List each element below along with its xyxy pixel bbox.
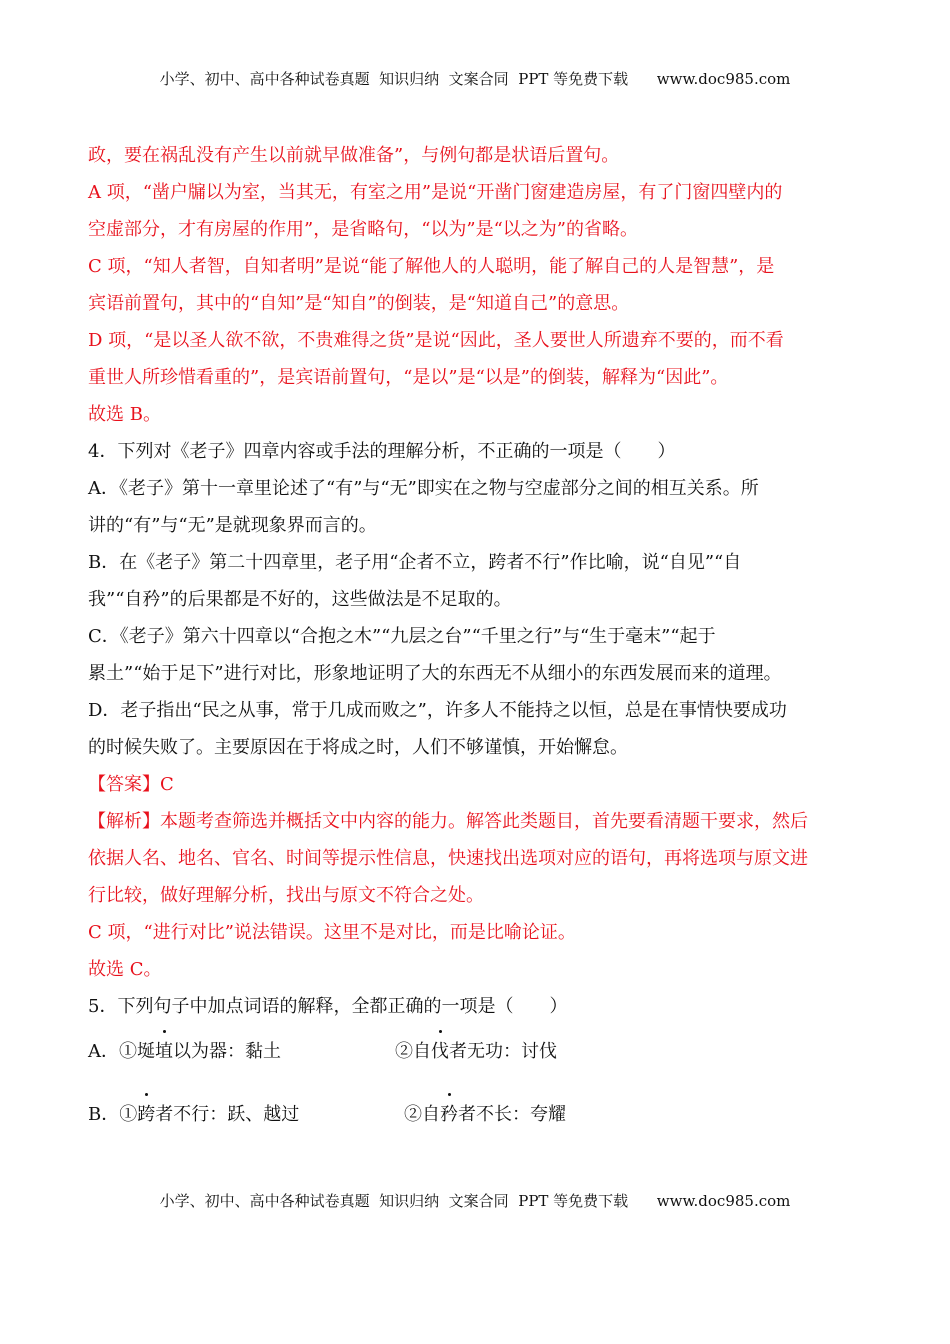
q4-option-a-line1: A．《老子》第十一章里论述了“有”与“无”即实在之物与空虚部分之间的相互关系。所	[88, 478, 759, 499]
previous-analysis	[88, 137, 863, 433]
q5-a1-dotted-word: 埴	[155, 1033, 173, 1070]
analysis-line1	[88, 803, 863, 840]
q5-b2-pre: ②自	[404, 1104, 440, 1125]
q5-b1-post: 者不行：跃、越过	[155, 1104, 300, 1125]
analysis-line: 政，要在祸乱没有产生以前就早做准备”，与例句都是状语后置句。	[88, 145, 620, 166]
analysis-line3: 行比较，做好理解分析，找出与原文不符合之处。	[88, 885, 484, 906]
question-4	[88, 433, 863, 766]
analysis-choose: 故选 C。	[88, 959, 162, 980]
question-5-stem: 5．下列句子中加点词语的解释，全都正确的一项是（ ）	[88, 996, 568, 1017]
q4-option-a-line2: 讲的“有”与“无”是就现象界而言的。	[88, 515, 377, 536]
q5-b2-dotted-word: 矜	[440, 1096, 458, 1133]
q5-option-b-prefix: B．①	[88, 1104, 138, 1125]
analysis-option-c-line2: 宾语前置句，其中的“自知”是“知自”的倒装，是“知道自己”的意思。	[88, 293, 630, 314]
analysis-text: 本题考查筛选并概括文中内容的能力。解答此类题目，首先要看清题干要求，然后	[160, 811, 808, 832]
question-5	[88, 988, 863, 1133]
q5-option-b	[88, 1096, 863, 1133]
analysis-line2: 依据人名、地名、官名、时间等提示性信息，快速找出选项对应的语句，再将选项与原文进	[88, 848, 808, 869]
q5-option-a	[88, 1033, 863, 1070]
q5-a2-post: 者无功：讨伐	[449, 1041, 557, 1062]
q4-option-d-line2: 的时候失败了。主要原因在于将成之时，人们不够谨慎，开始懈怠。	[88, 737, 628, 758]
q4-option-d-line1: D．老子指出“民之从事，常于几成而败之”，许多人不能持之以恒，总是在事情快要成功	[88, 700, 787, 721]
answer-label: 【答案】C	[88, 774, 174, 795]
q5-option-b-item2	[404, 1096, 566, 1133]
analysis-option-a-line2: 空虚部分，才有房屋的作用”，是省略句，“以为”是“以之为”的省略。	[88, 219, 639, 240]
q4-option-c-line1: C．《老子》第六十四章以“合抱之木”“九层之台”“千里之行”与“生于毫末”“起于	[88, 626, 716, 647]
analysis-option-c-line1: C 项，“知人者智，自知者明”是说“能了解他人的人聪明，能了解自己的人是智慧”，是	[88, 256, 775, 277]
question-4-answer	[88, 766, 863, 988]
q5-option-a-prefix: A．①	[88, 1041, 137, 1062]
q5-b2-post: 者不长：夸耀	[458, 1104, 566, 1125]
analysis-option-d-line1: D 项，“是以圣人欲不欲，不贵难得之货”是说“因此，圣人要世人所遗弃不要的，而不看	[88, 330, 784, 351]
analysis-label: 【解析】	[88, 811, 160, 832]
q4-option-b-line2: 我”“自矜”的后果都是不好的，这些做法是不足取的。	[88, 589, 512, 610]
analysis-line4: C 项，“进行对比”说法错误。这里不是对比，而是比喻论证。	[88, 922, 576, 943]
document-body	[88, 137, 863, 1133]
analysis-choose: 故选 B。	[88, 404, 161, 425]
q4-option-b-line1: B．在《老子》第二十四章里，老子用“企者不立，跨者不行”作比喻，说“自见”“自	[88, 552, 742, 573]
q5-a1-post: 以为器：黏土	[173, 1041, 281, 1062]
q5-a2-pre: ②自	[395, 1041, 431, 1062]
question-4-stem: 4．下列对《老子》四章内容或手法的理解分析，不正确的一项是（ ）	[88, 441, 676, 462]
analysis-option-a-line1: A 项，“凿户牖以为室，当其无，有室之用”是说“开凿门窗建造房屋，有了门窗四壁内的	[88, 182, 783, 203]
q4-option-c-line2: 累土”“始于足下”进行对比，形象地证明了大的东西无不从细小的东西发展而来的道理。	[88, 663, 782, 684]
page-footer: 小学、初中、高中各种试卷真题 知识归纳 文案合同 PPT 等免费下载 www.doc985.com	[159, 1192, 791, 1210]
analysis-option-d-line2: 重世人所珍惜看重的”，是宾语前置句，“是以”是“以是”的倒装，解释为“因此”。	[88, 367, 729, 388]
q5-option-a-item2	[395, 1033, 557, 1070]
page-header: 小学、初中、高中各种试卷真题 知识归纳 文案合同 PPT 等免费下载 www.doc985.com	[159, 70, 791, 88]
q5-b1-dotted-word: 跨	[137, 1096, 155, 1133]
q5-a1-pre: 埏	[137, 1041, 155, 1062]
q5-a2-dotted-word: 伐	[431, 1033, 449, 1070]
